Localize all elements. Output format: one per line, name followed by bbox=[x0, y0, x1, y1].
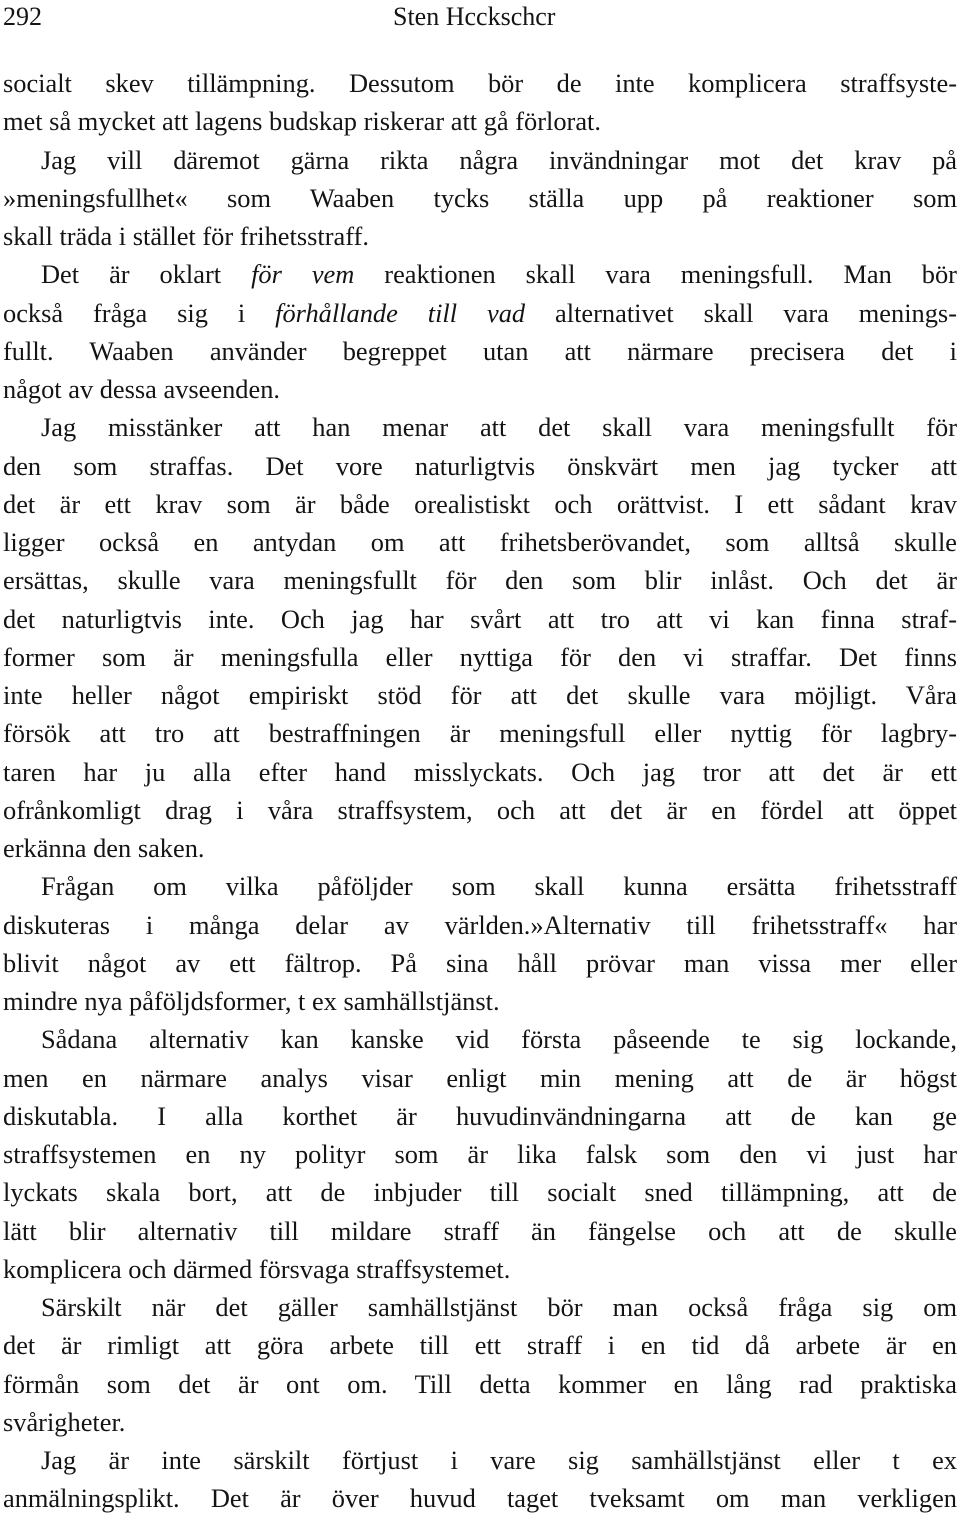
text-line: Jag är inte särskilt förtjust i vare sig samhällstjänst eller t ex bbox=[41, 1445, 957, 1475]
text-line: ofrånkomligt drag i våra straffsystem, och att det är en fördel att öppet bbox=[3, 794, 957, 825]
text-line: erkänna den saken. bbox=[3, 833, 205, 863]
text-line: förmån som det är ont om. Till detta kommer en lång rad praktiska bbox=[3, 1368, 957, 1399]
text-line: det är ett krav som är både orealistiskt och orättvist. I ett sådant krav bbox=[3, 488, 957, 519]
text-line: Jag misstänker att han menar att det skall vara meningsfullt för bbox=[41, 412, 957, 443]
text-line: den som straffas. Det vore naturligtvis önskvärt men jag tycker att bbox=[3, 450, 957, 481]
text-segment: också fråga sig i bbox=[3, 297, 276, 328]
text-line: mindre nya påföljdsformer, t ex samhällstjänst. bbox=[3, 986, 500, 1016]
text-line: straffsystemen en ny polityr som är lika falsk som den vi just har bbox=[3, 1139, 957, 1169]
text-line: blivit något av ett fältrop. På sina håll prövar man vissa mer eller bbox=[3, 947, 957, 978]
text-line: met så mycket att lagens budskap riskerar att gå förlorat. bbox=[3, 106, 601, 137]
text-line: fullt. Waaben använder begreppet utan att närmare precisera det i bbox=[3, 335, 957, 366]
running-head: Sten Hcckschcr bbox=[393, 2, 556, 31]
text-line: diskutabla. I alla korthet är huvudinvändningarna att de kan ge bbox=[3, 1100, 957, 1131]
text-line: former som är meningsfulla eller nyttiga för den vi straffar. Det finns bbox=[3, 641, 957, 672]
text-line: ersättas, skulle vara meningsfullt för den som blir inlåst. Och det är bbox=[3, 565, 957, 596]
text-segment: Det är oklart bbox=[41, 259, 252, 290]
text-line: svårigheter. bbox=[3, 1406, 126, 1437]
page-header bbox=[3, 2, 957, 32]
text-line: det är rimligt att göra arbete till ett straff i en tid då arbete är en bbox=[3, 1330, 957, 1361]
text-line: Frågan om vilka påföljder som skall kunna ersätta frihetsstraff bbox=[41, 871, 957, 902]
text-line: skall träda i stället för frihetsstraff. bbox=[3, 221, 369, 251]
text-line: Särskilt när det gäller samhällstjänst bör man också fråga sig om bbox=[41, 1292, 957, 1322]
text-line: Sådana alternativ kan kanske vid första påseende te sig lockande, bbox=[41, 1024, 957, 1055]
text-line: men en närmare analys visar enligt min mening att de är högst bbox=[3, 1062, 957, 1093]
page-number: 292 bbox=[3, 2, 42, 31]
text-line bbox=[3, 294, 957, 332]
text-line bbox=[3, 255, 957, 293]
text-line: socialt skev tillämpning. Dessutom bör de inte komplicera straffsyste- bbox=[3, 68, 957, 98]
text-line: ligger också en antydan om att frihetsberövandet, som alltså skulle bbox=[3, 527, 957, 557]
text-segment: alternativet skall vara menings- bbox=[525, 297, 957, 328]
italic-emphasis: för vem bbox=[251, 259, 355, 290]
text-line: något av dessa avseenden. bbox=[3, 374, 280, 404]
text-line: »meningsfullhet« som Waaben tycks ställa upp på reaktioner som bbox=[3, 182, 957, 213]
text-line: Jag vill däremot gärna rikta några invändningar mot det krav på bbox=[41, 144, 957, 175]
italic-emphasis: förhållande till vad bbox=[275, 297, 526, 328]
text-segment: reaktionen skall vara meningsfull. bbox=[354, 259, 814, 290]
text-line: lätt blir alternativ till mildare straff än fängelse och att de skulle bbox=[3, 1215, 957, 1246]
text-line: det naturligtvis inte. Och jag har svårt att tro att vi kan finna straf- bbox=[3, 603, 957, 634]
text-line: lyckats skala bort, att de inbjuder till socialt sned tillämpning, att de bbox=[3, 1177, 957, 1208]
text-line: försök att tro att bestraffningen är meningsfull eller nyttig för lagbry- bbox=[3, 718, 957, 749]
text-line: anmälningsplikt. Det är över huvud taget tveksamt om man verkligen bbox=[3, 1483, 957, 1514]
text-line: taren har ju alla efter hand misslyckats. Och jag tror att det är ett bbox=[3, 756, 957, 787]
text-line: inte heller något empiriskt stöd för att det skulle vara möjligt. Våra bbox=[3, 680, 957, 710]
text-segment: Man bör bbox=[813, 259, 957, 290]
body-text bbox=[3, 64, 957, 1518]
text-line: diskuteras i många delar av världen.»Alternativ till frihetsstraff« har bbox=[3, 909, 957, 940]
text-line: komplicera och därmed försvaga straffsystemet. bbox=[3, 1253, 511, 1284]
